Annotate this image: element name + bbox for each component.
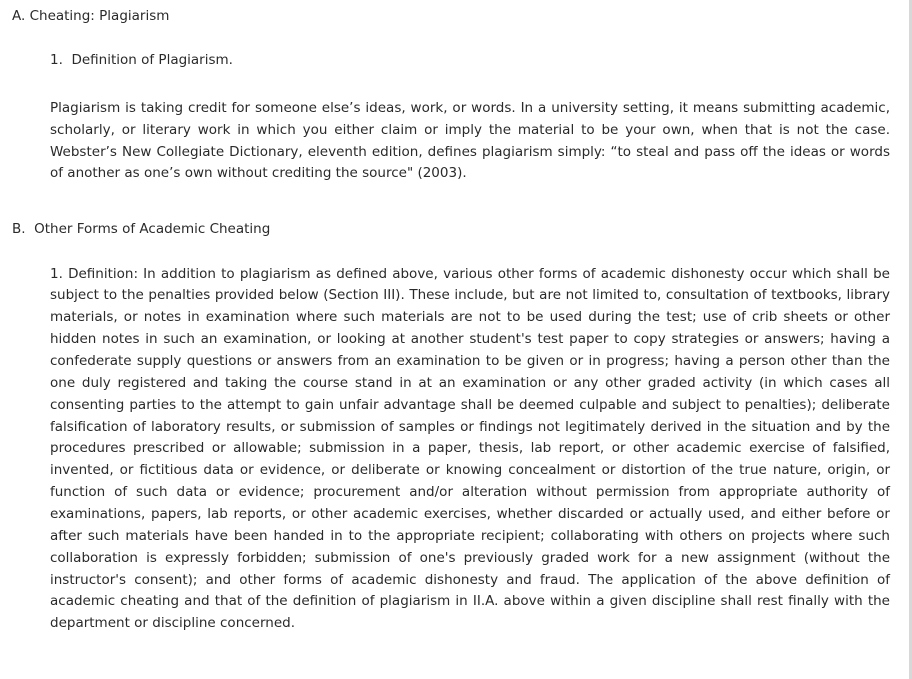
section-a-item-heading: 1. Definition of Plagiarism.: [50, 52, 233, 69]
section-b-heading: B. Other Forms of Academic Cheating: [12, 221, 271, 238]
spacer: [10, 32, 898, 50]
section-a: [10, 6, 898, 185]
section-b: [10, 219, 898, 635]
spacer: [10, 80, 898, 98]
section-gap: [10, 185, 898, 219]
section-a-heading: A. Cheating: Plagiarism: [12, 8, 170, 24]
spacer: [10, 246, 898, 264]
section-a-body: Plagiarism is taking credit for someone else’s ideas, work, or words. In a university setting, it means submitting academic, scholarly, or literary work in which you either claim or imply the material to be your own, when that is not the case. Webster’s New Collegiate Dictionary, eleventh edition, defines plagiarism simply: “to steal and pass off the ideas or words of another as one’s own without crediting the source" (2003).: [50, 99, 890, 182]
section-b-body: 1. Definition: In addition to plagiarism as defined above, various other forms of academic dishonesty occur which shall be subject to the penalties provided below (Section III). These include, but are not limited to, consultation of textbooks, library materials, or notes in examination where such materials are not to be used during the test; use of crib sheets or other hidden notes in such an examination, or looking at another student's test paper to copy strategies or answers; having a confederate supply questions or answers from an examination to be given or in progress; having a person other than the one duly registered and taking the course stand in at an examination or any other graded activity (in which cases all consenting parties to the attempt to gain unfair advantage shall be deemed culpable and subject to penalties); deliberate falsification of laboratory results, or submission of samples or findings not legitimately derived in the situation and by the procedures prescribed or allowable; submission in a paper, thesis, lab report, or other academic exercise of falsified, invented, or fictitious data or evidence, or deliberate or knowing concealment or distortion of the true nature, origin, or function of such data or evidence; procurement and/or alteration without permission from appropriate authority of examinations, papers, lab reports, or other academic exercises, whether discarded or actually used, and either before or after such materials have been handed in to the appropriate recipient; collaborating with others on projects where such collaboration is expressly forbidden; submission of one's previously graded work for a new assignment (without the instructor's consent); and other forms of academic dishonesty and fraud. The application of the above definition of academic cheating and that of the definition of plagiarism in II.A. above within a given discipline shall rest finally with the department or discipline concerned.: [50, 265, 890, 632]
